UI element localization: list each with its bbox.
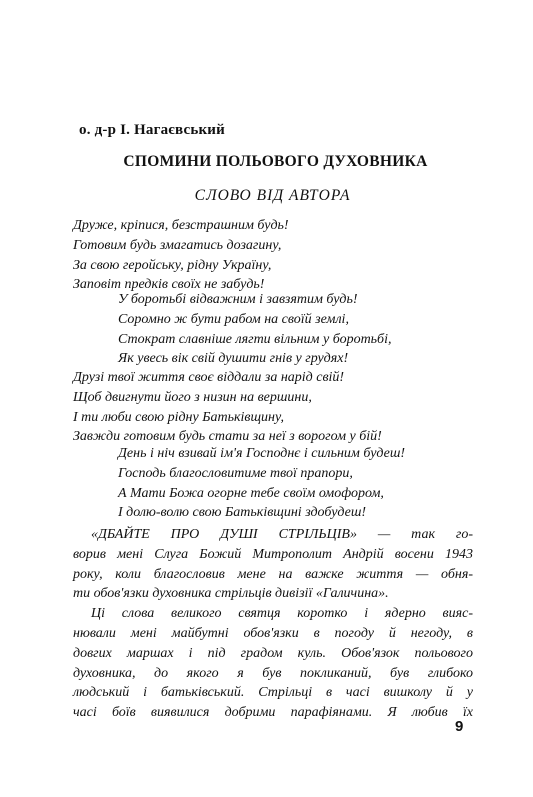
prose-line: духовника, до якого я був покликаний, був глибоко [73,665,473,681]
poem-line: І ти люби свою рідну Батьківщину, [73,409,284,425]
prose-line: ворив мені Слуга Божий Митрополит Андрій восени 1943 [73,546,473,562]
prose-line: року, коли благословив мене на важке життя — обня- [73,566,473,582]
page-number: 9 [455,718,464,735]
poem-line: Господь благословитиме твої прапори, [118,465,353,481]
prose-line: нювали мені майбутні обов'язки в погоду й негоду, в [73,625,473,641]
prose-line: людський і батьківський. Стрільці в часі вишколу й у [73,685,473,701]
poem-line: Стократ славніше лягти вільним у боротьбі, [118,331,392,347]
prose-line: «ДБАЙТЕ ПРО ДУШІ СТРІЛЬЦІВ» — так го- [91,527,473,542]
poem-line: А Мати Божа огорне тебе своїм омофором, [118,485,384,501]
poem-line: Друзі твої життя своє віддали за нарід свій! [73,370,345,385]
poem-stanza-2 [118,290,391,369]
prose-line: Ці слова великого святця коротко і ядерно вияс- [91,606,473,622]
poem-line: Як увесь вік свій душити гнів у грудях! [118,351,349,367]
poem-line: За свою геройську, рідну Україну, [73,257,272,273]
chapter-title: СПОМИНИ ПОЛЬОВОГО ДУХОВНИКА [123,153,428,170]
poem-line: У боротьбі відважним і завзятим будь! [118,292,358,307]
poem-line: Щоб двигнути його з низин на вершини, [73,389,312,405]
poem-line: Друже, кріпися, безстрашним будь! [73,218,289,233]
poem-line: День і ніч взивай ім'я Господнє і сильним будеш! [118,446,406,461]
poem-line: Заповіт предків своїх не забудь! [73,277,265,293]
prose-line: часі боїв виявилися добрими парафіянами. Я любив їх [73,705,473,721]
poem-line: І долю-волю свою Батьківщині здобудеш! [118,505,367,521]
poem-stanza-3 [73,368,382,447]
poem-line: Завжди готовим будь стати за неї з ворогом у бій! [73,429,382,445]
author-name: о. д-р І. Нагаєвський [79,122,225,138]
prose-line: ти обов'язки духовника стрільців дивізії «Галичина». [73,586,389,602]
prose-body [73,525,473,723]
poem-stanza-4 [118,444,405,523]
poem-stanza-1 [73,216,289,295]
prose-line: довгих маршах і під градом куль. Обов'язок польового [73,645,473,661]
poem-line: Готовим будь змагатись дозагину, [73,237,282,253]
poem-line: Соромно ж бути рабом на своїй землі, [118,311,349,327]
section-subtitle: СЛОВО ВІД АВТОРА [194,187,351,204]
